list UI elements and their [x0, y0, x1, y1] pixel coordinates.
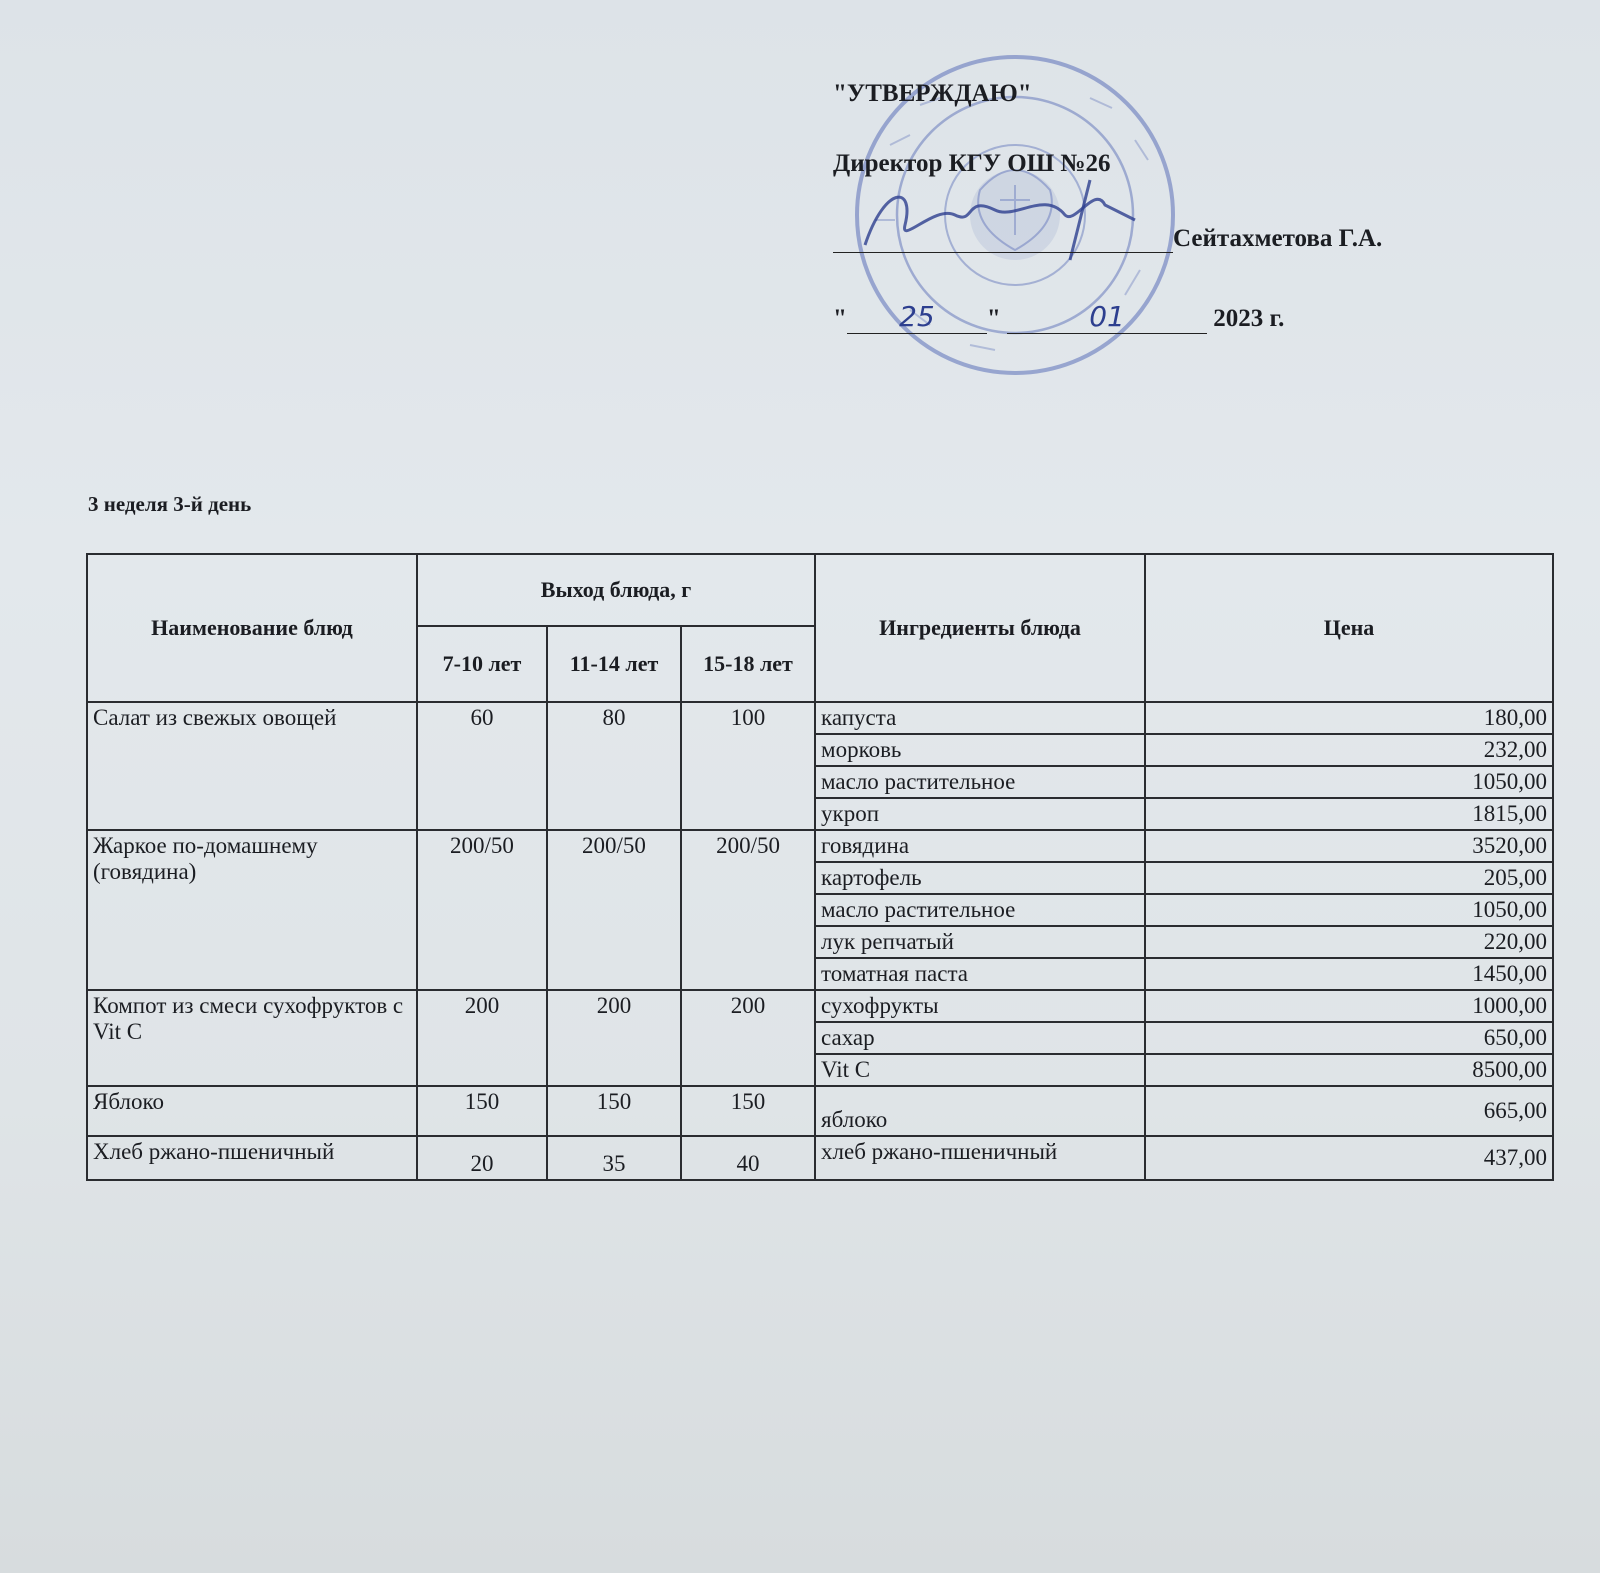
date-day: 25 [899, 300, 935, 333]
ingredient-name: Vit C [815, 1054, 1145, 1086]
signature-row [833, 225, 1382, 253]
dish-output-15-18: 200 [681, 990, 815, 1086]
dish-output-11-14: 150 [547, 1086, 681, 1136]
header-age-7-10: 7-10 лет [417, 626, 547, 702]
dish-output-7-10: 200 [417, 990, 547, 1086]
ingredient-name: масло растительное [815, 894, 1145, 926]
header-age-11-14: 11-14 лет [547, 626, 681, 702]
ingredient-name: укроп [815, 798, 1145, 830]
dish-name: Хлеб ржано-пшеничный [87, 1136, 417, 1180]
ingredient-name: картофель [815, 862, 1145, 894]
ingredient-price: 1815,00 [1145, 798, 1553, 830]
ingredient-name: яблоко [815, 1086, 1145, 1136]
director-title: Директор КГУ ОШ №26 [833, 150, 1111, 177]
ingredient-price: 650,00 [1145, 1022, 1553, 1054]
date-month-blank [1007, 300, 1207, 334]
date-mid-quote: " [986, 305, 1001, 332]
header-price: Цена [1145, 554, 1553, 702]
ingredient-name: сухофрукты [815, 990, 1145, 1022]
dish-output-15-18: 200/50 [681, 830, 815, 990]
header-dish-name: Наименование блюд [87, 554, 417, 702]
signature-line [833, 226, 1173, 253]
table-row [87, 990, 1553, 1022]
ingredient-price: 665,00 [1145, 1086, 1553, 1136]
ingredient-price: 3520,00 [1145, 830, 1553, 862]
ingredient-price: 205,00 [1145, 862, 1553, 894]
ingredient-name: лук репчатый [815, 926, 1145, 958]
ingredient-name: масло растительное [815, 766, 1145, 798]
ingredient-price: 232,00 [1145, 734, 1553, 766]
date-month: 01 [1089, 300, 1125, 333]
ingredient-name: томатная паста [815, 958, 1145, 990]
dish-output-7-10: 20 [417, 1136, 547, 1180]
dish-output-15-18: 40 [681, 1136, 815, 1180]
ingredient-price: 1050,00 [1145, 766, 1553, 798]
ingredient-name: говядина [815, 830, 1145, 862]
director-name: Сейтахметова Г.А. [1173, 225, 1383, 252]
dish-name: Яблоко [87, 1086, 417, 1136]
header-output: Выход блюда, г [417, 554, 815, 626]
ingredient-name: сахар [815, 1022, 1145, 1054]
dish-output-11-14: 200 [547, 990, 681, 1086]
date-row [833, 300, 1284, 334]
ingredient-price: 1450,00 [1145, 958, 1553, 990]
table-row [87, 830, 1553, 862]
table-row [87, 702, 1553, 734]
ingredient-price: 1050,00 [1145, 894, 1553, 926]
header-ingredients: Ингредиенты блюда [815, 554, 1145, 702]
ingredient-price: 437,00 [1145, 1136, 1553, 1180]
date-year: 2023 г. [1213, 305, 1285, 332]
date-open-quote: " [833, 305, 847, 332]
table-row [87, 1086, 1553, 1136]
header-age-15-18: 15-18 лет [681, 626, 815, 702]
dish-output-7-10: 60 [417, 702, 547, 830]
dish-name: Компот из смеси сухофруктов с Vit C [87, 990, 417, 1086]
week-day-label: 3 неделя 3-й день [88, 492, 252, 516]
ingredient-name: морковь [815, 734, 1145, 766]
ingredient-price: 220,00 [1145, 926, 1553, 958]
table-row [87, 1136, 1553, 1180]
dish-output-7-10: 150 [417, 1086, 547, 1136]
dish-output-11-14: 80 [547, 702, 681, 830]
dish-name: Салат из свежых овощей [87, 702, 417, 830]
menu-table [86, 553, 1554, 1181]
ingredient-price: 1000,00 [1145, 990, 1553, 1022]
approval-title: "УТВЕРЖДАЮ" [833, 80, 1032, 107]
dish-output-11-14: 200/50 [547, 830, 681, 990]
ingredient-name: хлеб ржано-пшеничный [815, 1136, 1145, 1180]
ingredient-name: капуста [815, 702, 1145, 734]
dish-output-15-18: 150 [681, 1086, 815, 1136]
dish-output-15-18: 100 [681, 702, 815, 830]
dish-name: Жаркое по-домашнему (говядина) [87, 830, 417, 990]
ingredient-price: 180,00 [1145, 702, 1553, 734]
ingredient-price: 8500,00 [1145, 1054, 1553, 1086]
dish-output-11-14: 35 [547, 1136, 681, 1180]
dish-output-7-10: 200/50 [417, 830, 547, 990]
date-day-blank [847, 300, 987, 334]
